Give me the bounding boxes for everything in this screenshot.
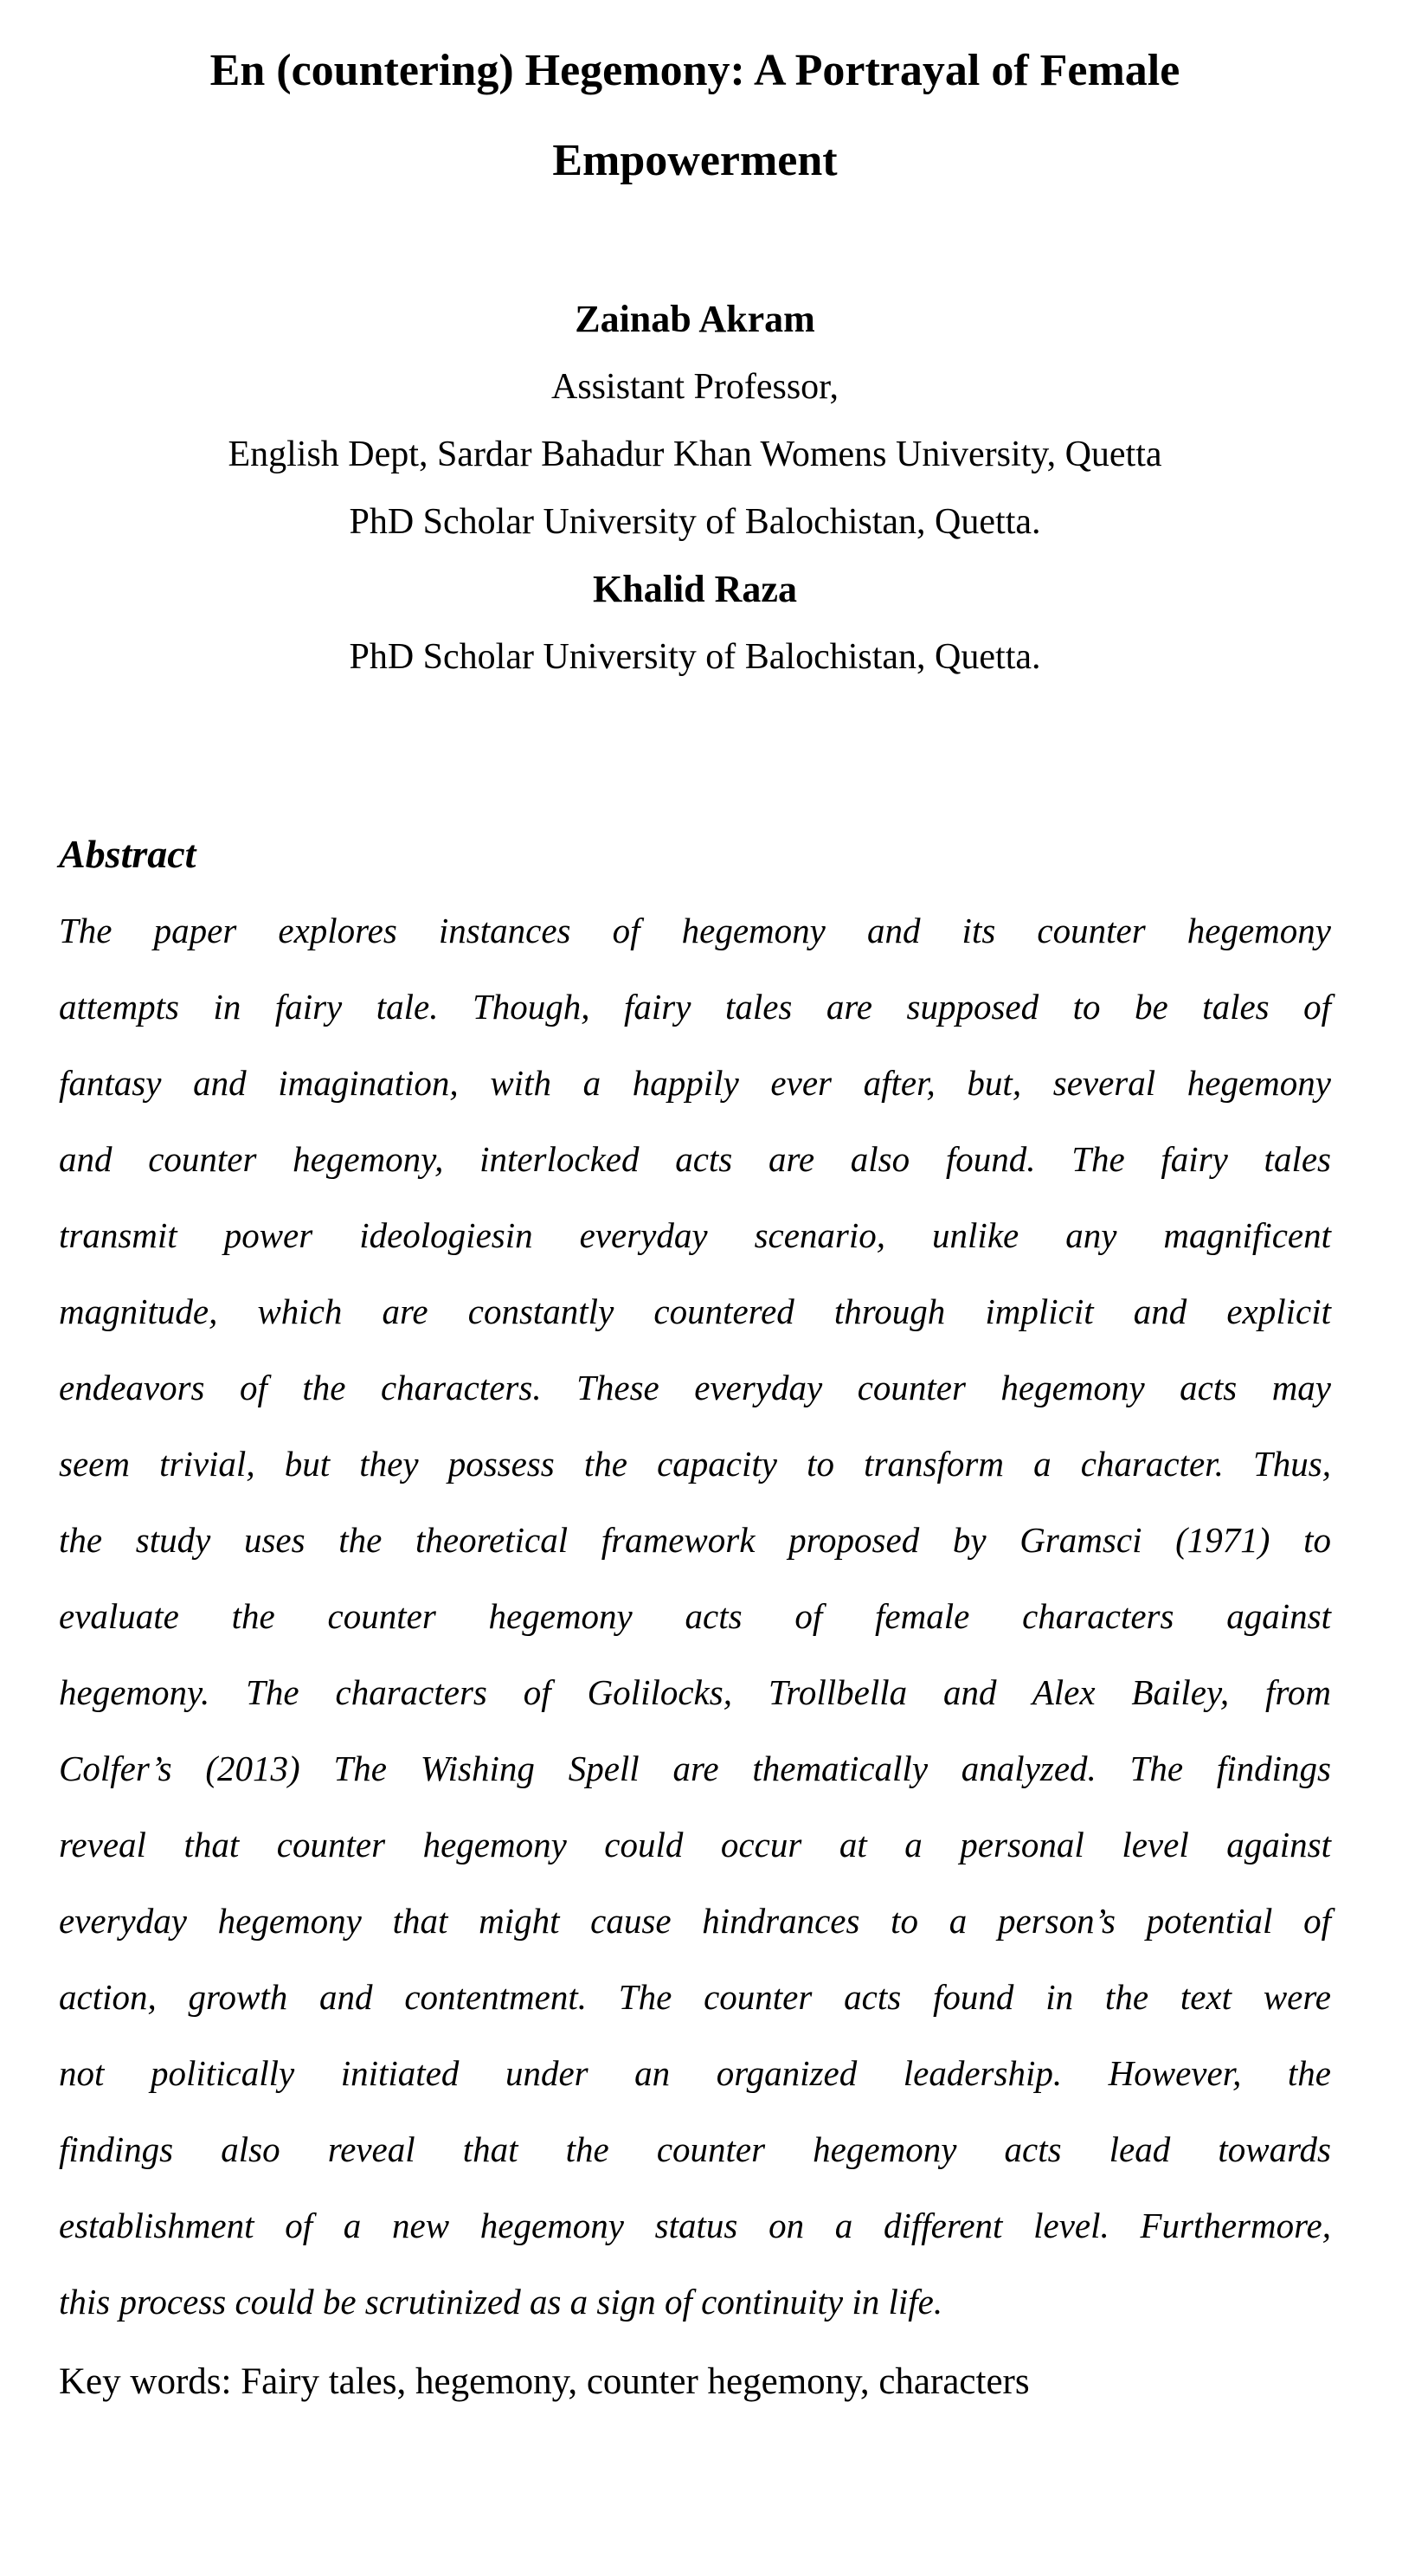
abstract-line: and counter hegemony, interlocked acts are also found. The fairy tales: [59, 1139, 1331, 1179]
abstract-line: this process could be scrutinized as a sign of continuity in life.: [59, 2282, 943, 2322]
paper-title: [59, 26, 1331, 206]
paper-title-line-2: Empowerment: [552, 136, 838, 185]
abstract-line: endeavors of the characters. These everyday counter hegemony acts may: [59, 1368, 1331, 1407]
abstract-heading: Abstract: [59, 832, 196, 876]
author-name-2: Khalid Raza: [593, 568, 797, 610]
abstract-line: reveal that counter hegemony could occur at a personal level against: [59, 1825, 1331, 1864]
abstract-line: evaluate the counter hegemony acts of female characters against: [59, 1596, 1331, 1636]
keywords-line: Key words: Fairy tales, hegemony, counter hegemony, characters: [59, 2361, 1030, 2402]
abstract-line: action, growth and contentment. The counter acts found in the text were: [59, 1977, 1331, 2017]
abstract-line: The paper explores instances of hegemony and its counter hegemony: [59, 911, 1331, 950]
abstract-line: findings also reveal that the counter hegemony acts lead towards: [59, 2129, 1331, 2169]
abstract-line: everyday hegemony that might cause hindrances to a person’s potential of: [59, 1901, 1331, 1941]
abstract-line: Colfer’s (2013) The Wishing Spell are thematically analyzed. The findings: [59, 1748, 1331, 1788]
author-1-affiliation-3: PhD Scholar University of Balochistan, Quetta.: [349, 502, 1041, 542]
author-2-affiliation-1: PhD Scholar University of Balochistan, Quetta.: [349, 637, 1041, 677]
abstract-line: attempts in fairy tale. Though, fairy tales are supposed to be tales of: [59, 987, 1331, 1027]
author-1-affiliation-2: English Dept, Sardar Bahadur Khan Womens University, Quetta: [228, 435, 1162, 474]
paper-title-line-1: En (countering) Hegemony: A Portrayal of Female: [209, 46, 1180, 95]
abstract-line: transmit power ideologiesin everyday scenario, unlike any magnificent: [59, 1215, 1331, 1255]
abstract-line: hegemony. The characters of Golilocks, Trollbella and Alex Bailey, from: [59, 1672, 1331, 1712]
abstract-line: seem trivial, but they possess the capacity to transform a character. Thus,: [59, 1444, 1331, 1484]
author-block: [59, 286, 1331, 691]
abstract-line: the study uses the theoretical framework proposed by Gramsci (1971) to: [59, 1520, 1331, 1560]
abstract-line: not politically initiated under an organized leadership. However, the: [59, 2053, 1331, 2093]
abstract-line: fantasy and imagination, with a happily ever after, but, several hegemony: [59, 1063, 1331, 1103]
abstract-line: establishment of a new hegemony status on a different level. Furthermore,: [59, 2206, 1331, 2245]
author-name-1: Zainab Akram: [575, 298, 815, 340]
abstract-paragraph: [59, 892, 1331, 2340]
author-1-affiliation-1: Assistant Professor,: [551, 367, 839, 407]
abstract-line: magnitude, which are constantly countered through implicit and explicit: [59, 1291, 1331, 1331]
